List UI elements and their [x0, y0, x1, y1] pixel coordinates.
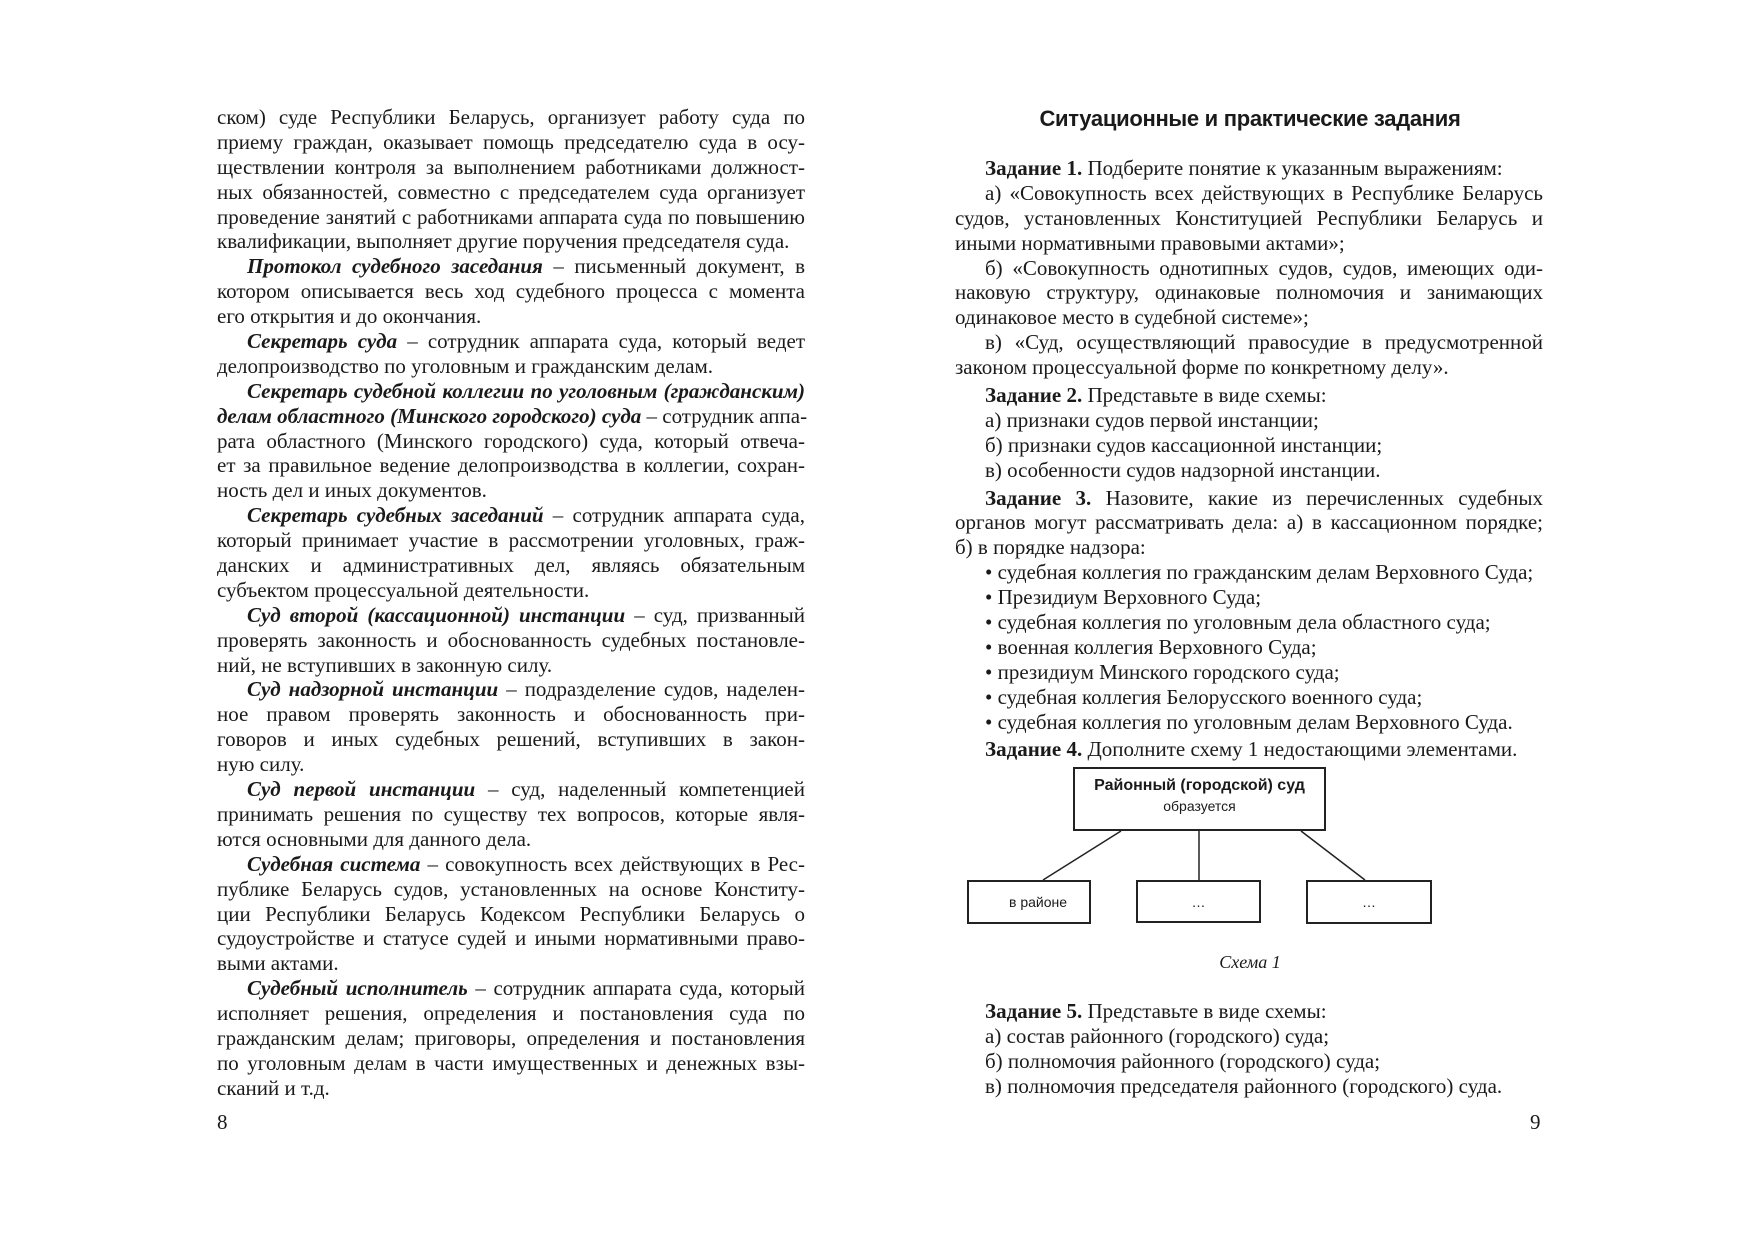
text: б) в порядке надзора: — [955, 535, 1146, 560]
text: судов, установленных Конституцией Республики Беларусь и — [955, 205, 1543, 230]
term: Протокол судебного заседания — [247, 254, 543, 279]
text: – подразделение судов, наделен- — [498, 677, 805, 702]
diagram-caption: Схема 1 — [1219, 952, 1281, 972]
text: Представьте в виде схемы: — [1082, 383, 1327, 408]
page-number-left: 8 — [217, 1110, 228, 1134]
text: иными нормативными правовыми актами»; — [955, 230, 1345, 255]
text: органов могут рассматривать дела: а) в кассационном порядке; — [955, 510, 1543, 535]
term: Суд надзорной инстанции — [247, 677, 499, 702]
diagram-root-box — [1073, 767, 1326, 831]
text: публике Беларусь судов, установленных на основе Конститу- — [217, 876, 805, 901]
text: • судебная коллегия по уголовным делам Верховного Суда. — [985, 709, 1513, 734]
text: • судебная коллегия по гражданским делам Верховного Суда; — [985, 560, 1534, 585]
text: данских и административных дел, являясь обязательным — [217, 553, 805, 578]
text: ное правом проверять законность и обоснованность при- — [217, 702, 805, 727]
text: принимать решения по существу тех вопросов, которые явля- — [217, 801, 805, 826]
diagram-root-title: Районный (городской) суд — [1094, 777, 1305, 794]
text: котором описывается весь ход судебного процесса с момента — [217, 279, 805, 304]
text: проверять законность и обоснованность судебных постановле- — [217, 627, 805, 652]
text: б) признаки судов кассационной инстанции; — [985, 432, 1383, 457]
diagram-child-box: в районе — [967, 880, 1091, 924]
term: Секретарь судебной коллегии по уголовным (гражданским) — [247, 378, 805, 403]
text: – сотрудник аппарата суда, который ведет — [397, 329, 806, 354]
text: – сотрудник аппарата суда, — [543, 503, 806, 528]
section-title: Ситуационные и практические задания — [1039, 106, 1461, 131]
text: • президиум Минского городского суда; — [985, 659, 1340, 684]
diagram-root-subtitle: образуется — [1163, 798, 1236, 814]
task-label: Задание 5. — [985, 999, 1083, 1023]
text: в) «Суд, осуществляющий правосудие в предусмотренной — [985, 330, 1543, 355]
paragraph — [955, 1049, 1543, 1074]
text: – суд, наделенный компетенцией — [475, 777, 805, 802]
text: одинаковое место в судебной системе»; — [955, 305, 1309, 330]
text: – суд, призванный — [625, 602, 805, 627]
text: квалификации, выполняет другие поручения председателя суда. — [217, 229, 790, 254]
text: судоустройстве и статусе судей и иными нормативными право- — [217, 926, 805, 951]
text: ются основными для данного дела. — [217, 826, 532, 851]
text: Подберите понятие к указанным выражениям: — [1082, 156, 1503, 180]
text: по уголовным делам в части имущественных и денежных взы- — [217, 1050, 805, 1075]
text: в) полномочия председателя районного (городского) суда. — [985, 1073, 1503, 1098]
term: делам областного (Минского городского) суда — [217, 403, 642, 428]
text: который принимает участие в рассмотрении уголовных, граж- — [217, 528, 805, 553]
text: сканий и т.д. — [217, 1075, 330, 1100]
text: рата областного (Минского городского) суда, который отвеча- — [217, 428, 805, 453]
text: выми актами. — [217, 951, 339, 976]
text: Представьте в виде схемы: — [1082, 999, 1327, 1023]
text: Дополните схему 1 недостающими элементами. — [1082, 737, 1518, 762]
text: б) полномочия районного (городского) суда; — [985, 1048, 1381, 1073]
text-line — [955, 1024, 1543, 1049]
text: ний, не вступивших в законную силу. — [217, 652, 553, 677]
text: а) состав районного (городского) суда; — [985, 1023, 1330, 1048]
text: ет за правильное ведение делопроизводства в коллегии, сохран- — [217, 453, 805, 478]
text: в) особенности судов надзорной инстанции. — [985, 457, 1381, 482]
term: Секретарь судебных заседаний — [247, 503, 544, 528]
text: проведение занятий с работниками аппарата суда по повышению — [217, 204, 805, 229]
paragraph — [955, 1024, 1543, 1049]
text: ность дел и иных документов. — [217, 478, 487, 503]
paragraph — [955, 1074, 1543, 1099]
text: а) признаки судов первой инстанции; — [985, 407, 1319, 432]
term: Судебная система — [247, 851, 421, 876]
right-page-task5 — [955, 999, 1543, 1099]
text-line — [955, 1074, 1543, 1099]
term: Суд первой инстанции — [247, 777, 476, 802]
text: Назовите, какие из перечисленных судебных — [1091, 485, 1544, 510]
text: • военная коллегия Верховного Суда; — [985, 634, 1317, 659]
text: ществлении контроля за выполнением работниками должност- — [217, 154, 805, 179]
diagram-child-box: … — [1136, 880, 1261, 923]
text: – письменный документ, в — [542, 254, 806, 279]
text: – совокупность всех действующих в Рес- — [420, 851, 806, 876]
text: а) «Совокупность всех действующих в Республике Беларусь — [985, 180, 1543, 205]
paragraph — [955, 999, 1543, 1024]
text: приему граждан, оказывает помощь председателю суда в осу- — [217, 129, 805, 154]
task-label: Задание 1. — [985, 156, 1083, 180]
task-label: Задание 4. — [985, 737, 1083, 762]
term: Суд второй (кассационной) инстанции — [247, 602, 626, 627]
text: делопроизводство по уголовным и гражданским делам. — [217, 353, 714, 378]
diagram-child-box: … — [1306, 880, 1432, 924]
text: ную силу. — [217, 752, 305, 777]
text: говоров и иных судебных решений, вступивших в закон- — [217, 727, 805, 752]
text: наковую структуру, одинаковые полномочия и занимающих — [955, 280, 1543, 305]
term: Судебный исполнитель — [247, 976, 468, 1001]
text: – сотрудник аппарата суда, который — [467, 976, 805, 1001]
text: б) «Совокупность однотипных судов, судов, имеющих оди- — [985, 255, 1543, 280]
text-line — [955, 1049, 1543, 1074]
text: гражданским делам; приговоры, определения и постановления — [217, 1025, 805, 1050]
task-label: Задание 3. — [985, 485, 1092, 510]
page-number-right: 9 — [1530, 1110, 1541, 1134]
text: • судебная коллегия Белорусского военного суда; — [985, 684, 1423, 709]
text: законом процессуальной форме по конкретному делу». — [955, 355, 1449, 380]
text: ции Республики Беларусь Кодексом Республики Беларусь о — [217, 901, 805, 926]
text: ском) суде Республики Беларусь, организует работу суда по — [217, 105, 805, 129]
text: исполняет решения, определения и постановления суда по — [217, 1001, 805, 1026]
text: – сотрудник аппа- — [641, 403, 808, 428]
text: субъектом процессуальной деятельности. — [217, 577, 590, 602]
text-line — [955, 999, 1543, 1024]
term: Секретарь суда — [247, 329, 398, 354]
text: ных обязанностей, совместно с председателем суда организует — [217, 179, 805, 204]
text: • Президиум Верховного Суда; — [985, 585, 1262, 610]
text: его открытия и до окончания. — [217, 304, 482, 329]
task-label: Задание 2. — [985, 383, 1083, 408]
text: • судебная коллегия по уголовным дела областного суда; — [985, 610, 1491, 635]
